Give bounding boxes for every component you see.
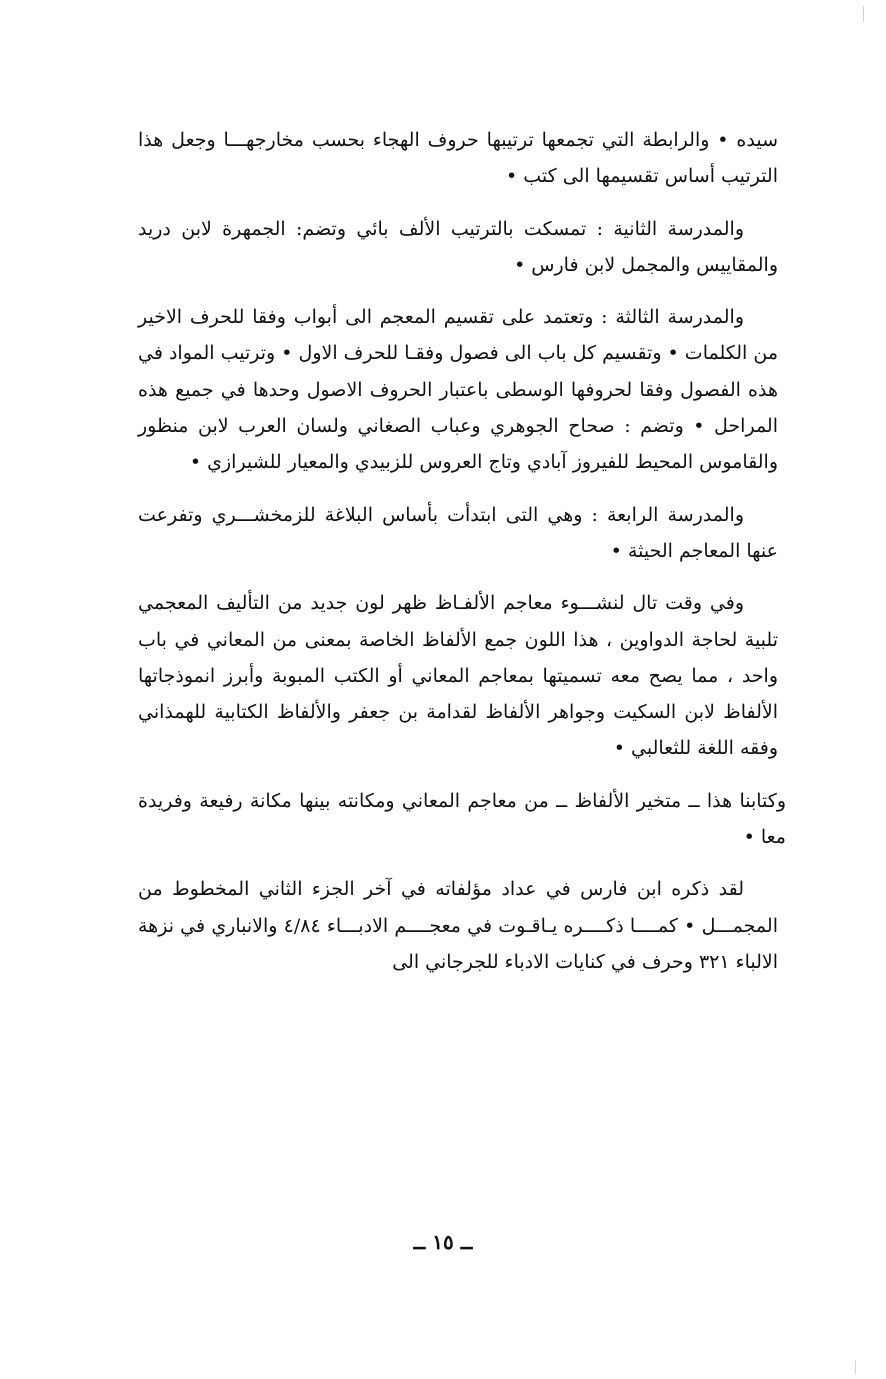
scan-mark [863, 6, 864, 22]
paragraph-5: وفي وقت تال لنشـــوء معاجم الألفـاظ ظهر لون جديد من التأليف المعجمي تلبية لحاجة الدواوين ، هذا اللون جمع الألفاظ الخاصة بمعنى من المعاني في باب واحد ، مما يصح معه تسميتها بمعاجم المعاني أو الكتب المبوبة وأبرز انموذجاتها الألفاظ لابن السكيت وجواهر الألفاظ لقدامة بن جعفر والألفاظ الكتابية للهمذاني وفقه اللغة للثعالبي • [138, 592, 778, 760]
page-number: ــ ١٥ ــ [413, 1230, 473, 1254]
body-text [138, 122, 786, 996]
paragraph-3: والمدرسة الثالثة : وتعتمد على تقسيم المعجم الى أبواب وفقا للحرف الاخير من الكلمات • وتقسيم كل باب الى فصول وفقـا للحرف الاول • وترتيب المواد في هذه الفصول وفقا لحروفها الوسطى باعتبار الحروف الاصول وحدها في جميع هذه المراحل • وتضم : صحاح الجوهري وعباب الصغاني ولسان العرب لابن منظور والقاموس المحيط للفيروز آبادي وتاج العروس للزبيدي والمعيار للشيرازي • [138, 306, 778, 474]
paragraph-2: والمدرسة الثانية : تمسكت بالترتيب الألف بائي وتضم: الجمهرة لابن دريد والمقاييس والمجمل لابن فارس • [138, 217, 778, 276]
scan-mark [855, 1360, 856, 1374]
paragraph-4: والمدرسة الرابعة : وهي التى ابتدأت بأساس البلاغة للزمخشـــري وتفرعت عنها المعاجم الحيثة • [138, 503, 778, 562]
paragraph-6: وكتابنا هذا ــ متخير الألفاظ ــ من معاجم المعاني ومكانته بينها مكانة رفيعة وفريدة معا • [138, 789, 786, 849]
paragraph-7: لقد ذكره ابن فارس في عداد مؤلفاته في آخر الجزء الثاني المخطوط من المجمـــل • كمــــا ذكــــره يـاقـوت في معجــــم الادبـــاء ٤/٨٤ والانباري في نزهة الالباء ٣٢١ وحرف في كنايات الادباء للجرجاني الى [138, 878, 778, 973]
paragraph-1: سيده • والرابطة التي تجمعها ترتيبها حروف الهجاء بحسب مخارجهـــا وجعل هذا الترتيب أساس تقسيمها الى كتب • [138, 129, 778, 188]
